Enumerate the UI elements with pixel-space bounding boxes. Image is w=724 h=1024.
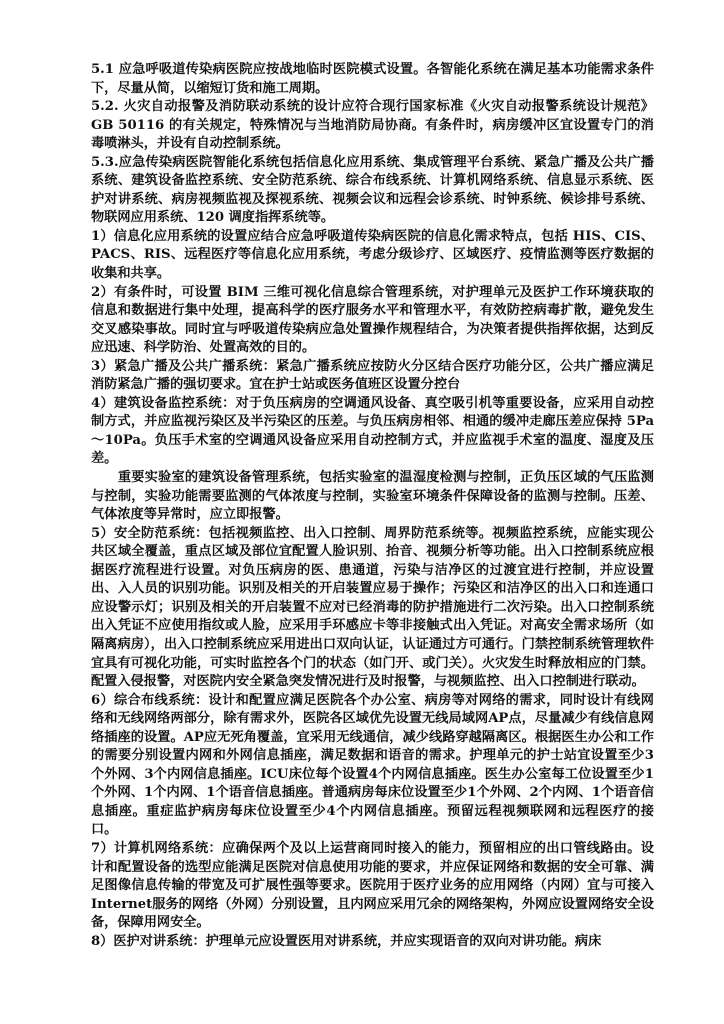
paragraph-item-1: 1）信息化应用系统的设置应结合应急呼吸道传染病医院的信息化需求特点，包括 HIS、CIS、PACS、RIS、远程医疗等信息化应用系统，考虑分级诊疗、区域医疗、疫情监测等医疗数据的收集和共享。 (91, 228, 654, 282)
paragraph-5-1: 5.1 应急呼吸道传染病医院应按战地临时医院模式设置。各智能化系统在满足基本功能需求条件下，尽量从简，以缩短订货和施工周期。 (91, 62, 654, 96)
paragraph-item-2: 2）有条件时，可设置 BIM 三维可视化信息综合管理系统，对护理单元及医护工作环境获取的信息和数据进行集中处理，提高科学的医疗服务水平和管理水平，有效防控病毒扩散，避免发生交叉感染事故。同时宜与呼吸道传染病应急处置操作规程结合，为决策者提供指挥依据，达到反应迅速、科学防治、处置高效的目的。 (91, 284, 654, 356)
paragraph-item-6: 6）综合布线系统：设计和配置应满足医院各个办公室、病房等对网络的需求，同时设计有线网络和无线网络两部分，除有需求外，医院各区域优先设置无线局域网AP点，尽量减少有线信息网络插座的设置。AP应无死角覆盖，宜采用无线通信，减少线路穿越隔离区。根据医生办公和工作的需要分别设置内网和外网信息插座，满足数据和语音的需求。护理单元的护士站宜设置至少3个外网、3个内网信息插座。ICU床位每个设置4个内网信息插座。医生办公室每工位设置至少1个外网、1个内网、1个语音信息插座。普通病房每床位设置至少1个外网、2个内网、1个语音信息插座。重症监护病房每床位设置至少4个内网信息插座。预留远程视频联网和远程医疗的接口。 (91, 692, 654, 838)
paragraph-item-3: 3）紧急广播及公共广播系统：紧急广播系统应按防火分区结合医疗功能分区，公共广播应满足消防紧急广播的强切要求。宜在护士站或医务值班区设置分控台 (91, 358, 654, 393)
paragraph-item-8: 8）医护对讲系统：护理单元应设置医用对讲系统，并应实现语音的双向对讲功能。病床 (91, 933, 602, 949)
paragraph-lab-equipment: 重要实验室的建筑设备管理系统，包括实验室的温湿度检测与控制，正负压区域的气压监测与控制，实验功能需要监测的气体浓度与控制，实验室环境条件保障设备的监测与控制。压差、气体浓度等异常时，应立即报警。 (91, 470, 654, 523)
paragraph-item-5: 5）安全防范系统：包括视频监控、出入口控制、周界防范系统等。视频监控系统，应能实现公共区域全覆盖，重点区域及部位宜配置人脸识别、抬音、视频分析等功能。出入口控制系统应根据医疗流程进行设置。对负压病房的医、患通道，污染与洁净区的过渡宜进行控制，并应设置出、入人员的识别功能。识别及相关的开启装置应易于操作；污染区和洁净区的出入口和连通口应设警示灯；识别及相关的开启装置不应对已经消毒的防护措施进行二次污染。出入口控制系统出入凭证不应使用指纹或人脸，应采用手环感应卡等非接触式出入凭证。对高安全需求场所（如隔离病房），出入口控制系统应采用进出口双向认证，认证通过方可通行。门禁控制系统管理软件宜具有可视化功能，可实时监控各个门的状态（如门开、或门关）。火灾发生时释放相应的门禁。配置入侵报警，对医院内安全紧急突发情况进行及时报警，与视频监控、出入口控制进行联动。 (91, 525, 654, 690)
paragraph-5-3: 5.3.应急传染病医院智能化系统包括信息化应用系统、集成管理平台系统、紧急广播及公共广播系统、建筑设备监控系统、安全防范系统、综合布线系统、计算机网络系统、信息显示系统、医护对讲系统、病房视频监视及探视系统、视频会议和远程会诊系统、时钟系统、候诊排号系统、物联网应用系统、120 调度指挥系统等。 (91, 154, 654, 226)
paragraph-5-2: 5.2. 火灾自动报警及消防联动系统的设计应符合现行国家标准《火灾自动报警系统设计规范》GB 50116 的有关规定，特殊情况与当地消防局协商。有条件时，病房缓冲区宜设置专门的消毒喷淋头，并设有自动控制系统。 (91, 99, 654, 152)
paragraph-item-7: 7）计算机网络系统：应确保两个及以上运营商同时接入的能力，预留相应的出口管线路由。设计和配置设备的选型应能满足医院对信息使用功能的要求，并应保证网络和数据的安全可靠、满足图像信息传输的带宽及可扩展性强等要求。医院用于医疗业务的应用网络（内网）宜与可接入Internet服务的网络（外网）分别设置，且内网应采用冗余的网络架构，外网应设置网络安全设备，保障用网安全。 (91, 840, 654, 931)
paragraph-item-4: 4）建筑设备监控系统：对于负压病房的空调通风设备、真空吸引机等重要设备，应采用自动控制方式，并应监视污染区及半污染区的压差。与负压病房相邻、相通的缓冲走廊压差应保持 5Pa～10Pa。负压手术室的空调通风设备应采用自动控制方式，并应监视手术室的温度、湿度及压差。 (91, 395, 654, 467)
